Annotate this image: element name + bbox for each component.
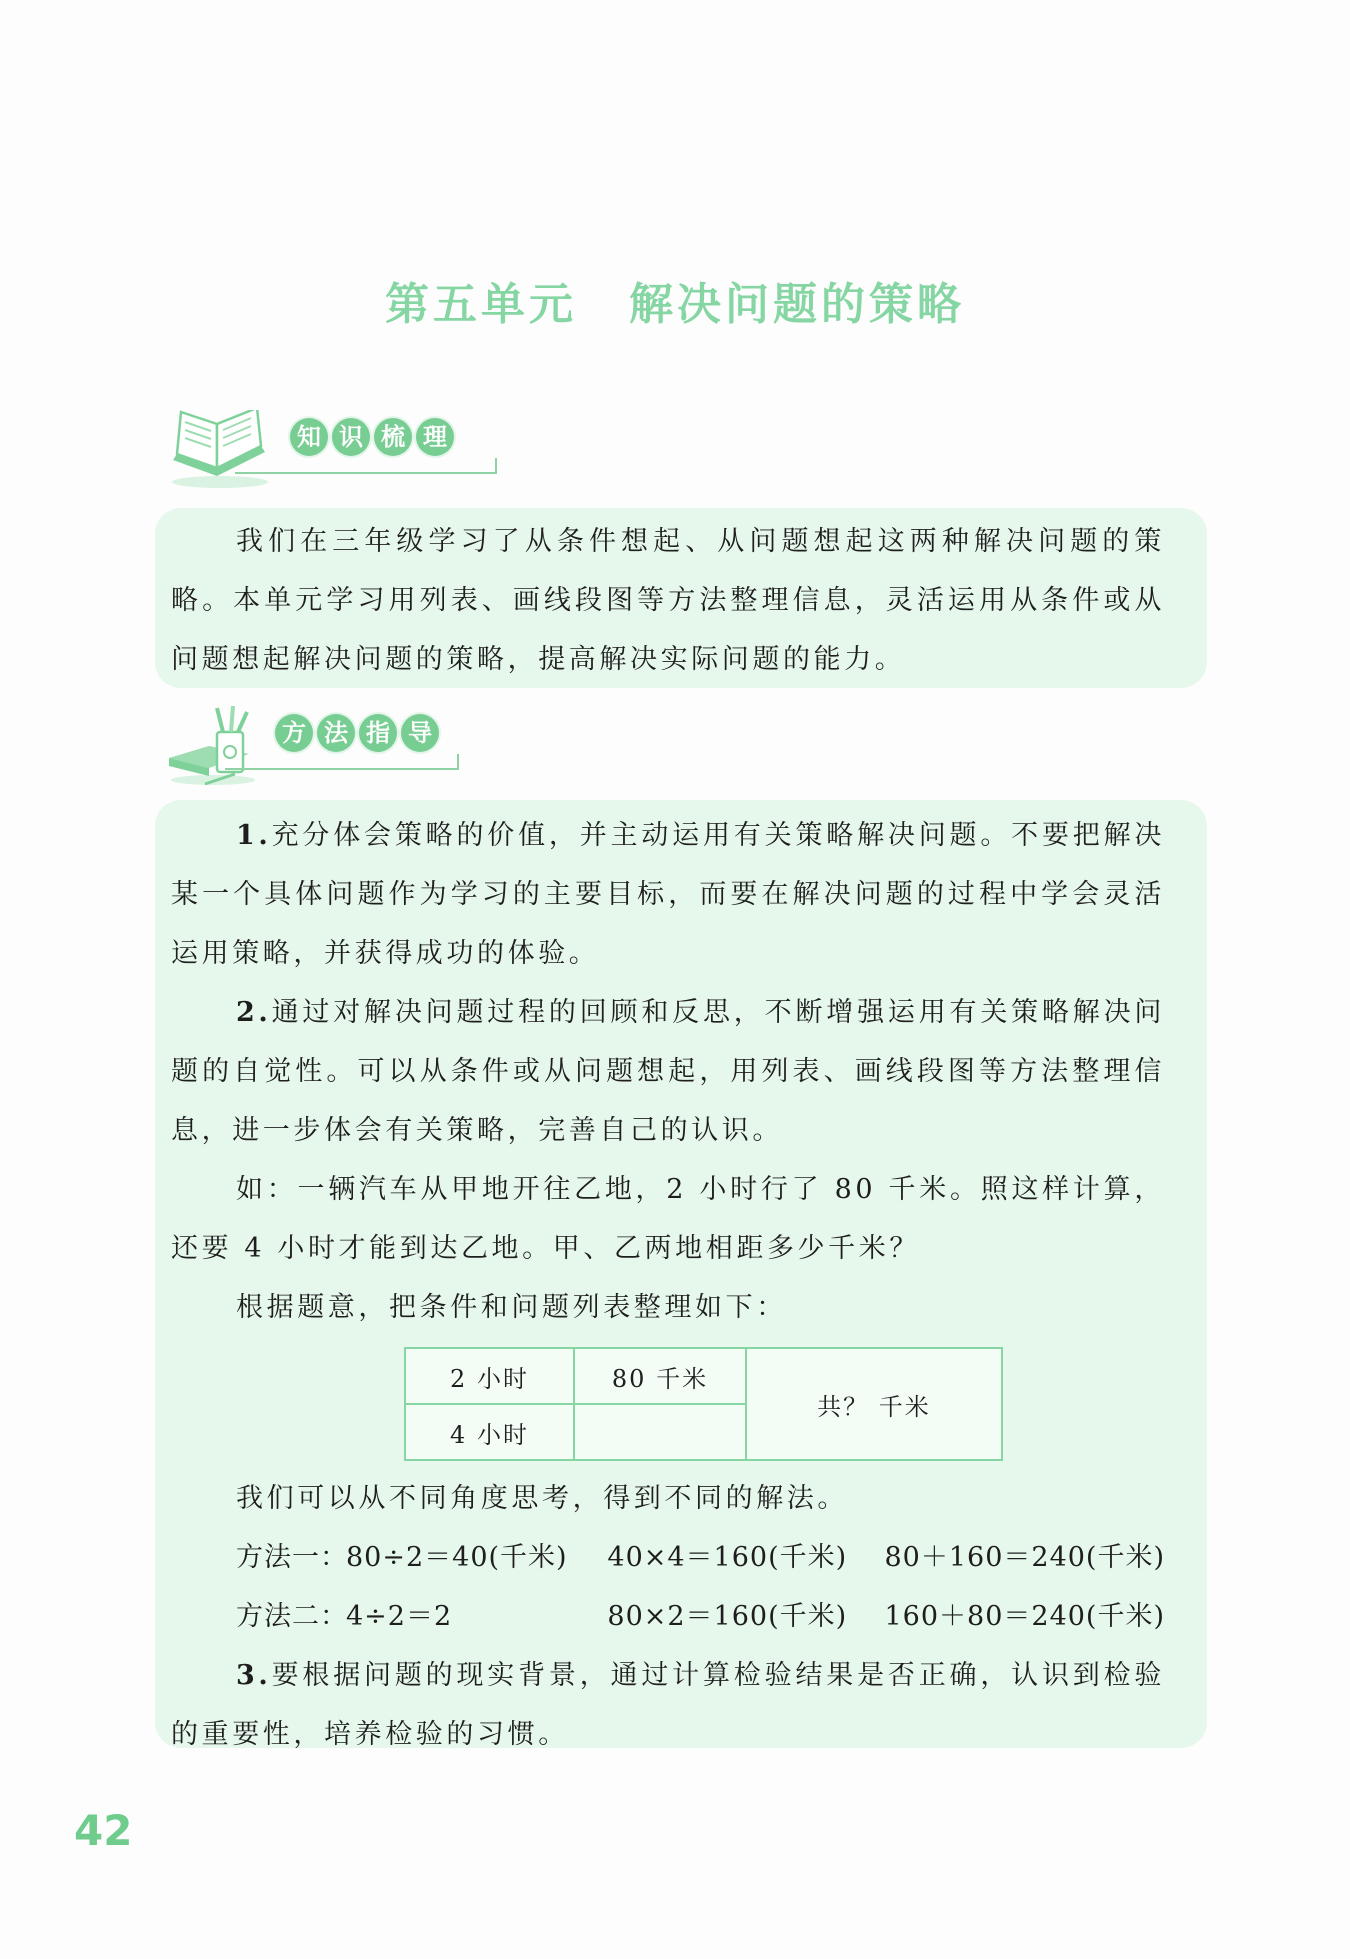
method-two-label: 方法二： (236, 1601, 348, 1632)
badge-char: 识 (332, 418, 370, 456)
cell-time-1: 2 小时 (405, 1348, 574, 1404)
method-two-step-1: 4÷2＝2 (346, 1601, 453, 1632)
badge-char: 指 (359, 714, 397, 752)
method-two-step-2: 80×2＝160(千米) (607, 1601, 848, 1632)
cell-time-2: 4 小时 (405, 1404, 574, 1460)
method-one-step-1: 80÷2＝40(千米) (346, 1542, 568, 1573)
cell-distance-2 (574, 1404, 746, 1460)
method-one-step-2: 40×4＝160(千米) (607, 1542, 848, 1573)
badge-char: 导 (401, 714, 439, 752)
open-book-icon (165, 410, 275, 490)
method-section-header (165, 706, 465, 786)
method-one (171, 1528, 1165, 1587)
page-number: 42 (74, 1806, 133, 1855)
knowledge-panel (155, 508, 1207, 688)
cell-total: 共？ 千米 (746, 1348, 1002, 1460)
unit-number: 第五单元 (385, 279, 577, 330)
badge-char: 理 (416, 418, 454, 456)
cell-distance-1: 80 千米 (574, 1348, 746, 1404)
badge-char: 方 (275, 714, 313, 752)
example-problem: 如：一辆汽车从甲地开往乙地，2 小时行了 80 千米。照这样计算，还要 4 小时才能到达乙地。甲、乙两地相距多少千米？ (171, 1174, 1165, 1264)
method-panel (155, 800, 1207, 1748)
method-point-3: 3.要根据问题的现实背景，通过计算检验结果是否正确，认识到检验的重要性，培养检验的习惯。 (171, 1660, 1165, 1750)
badge-char: 知 (290, 418, 328, 456)
method-point-2: 2.通过对解决问题过程的回顾和反思，不断增强运用有关策略解决问题的自觉性。可以从条件或从问题想起，用列表、画线段图等方法整理信息，进一步体会有关策略，完善自己的认识。 (171, 997, 1165, 1146)
knowledge-paragraph: 我们在三年级学习了从条件想起、从问题想起这两种解决问题的策略。本单元学习用列表、画线段图等方法整理信息，灵活运用从条件或从问题想起解决问题的策略，提高解决实际问题的能力。 (171, 526, 1165, 675)
method-point-1: 1.充分体会策略的价值，并主动运用有关策略解决问题。不要把解决某一个具体问题作为学习的主要目标，而要在解决问题的过程中学会灵活运用策略，并获得成功的体验。 (171, 820, 1165, 969)
table-intro: 根据题意，把条件和问题列表整理如下： (236, 1292, 787, 1323)
pencil-cup-icon (165, 706, 275, 786)
knowledge-section-header (165, 410, 495, 490)
method-one-label: 方法一： (236, 1542, 348, 1573)
method-two (171, 1587, 1165, 1646)
badge-char: 法 (317, 714, 355, 752)
method-one-step-3: 80＋160＝240(千米) (884, 1542, 1165, 1573)
badge-char: 梳 (374, 418, 412, 456)
method-two-step-3: 160＋80＝240(千米) (884, 1601, 1165, 1632)
unit-title (0, 268, 1350, 332)
method-badges (275, 714, 439, 752)
knowledge-badges (290, 418, 454, 456)
methods-intro: 我们可以从不同角度思考，得到不同的解法。 (236, 1483, 848, 1514)
condition-table (404, 1347, 1003, 1461)
unit-name: 解决问题的策略 (629, 279, 965, 330)
